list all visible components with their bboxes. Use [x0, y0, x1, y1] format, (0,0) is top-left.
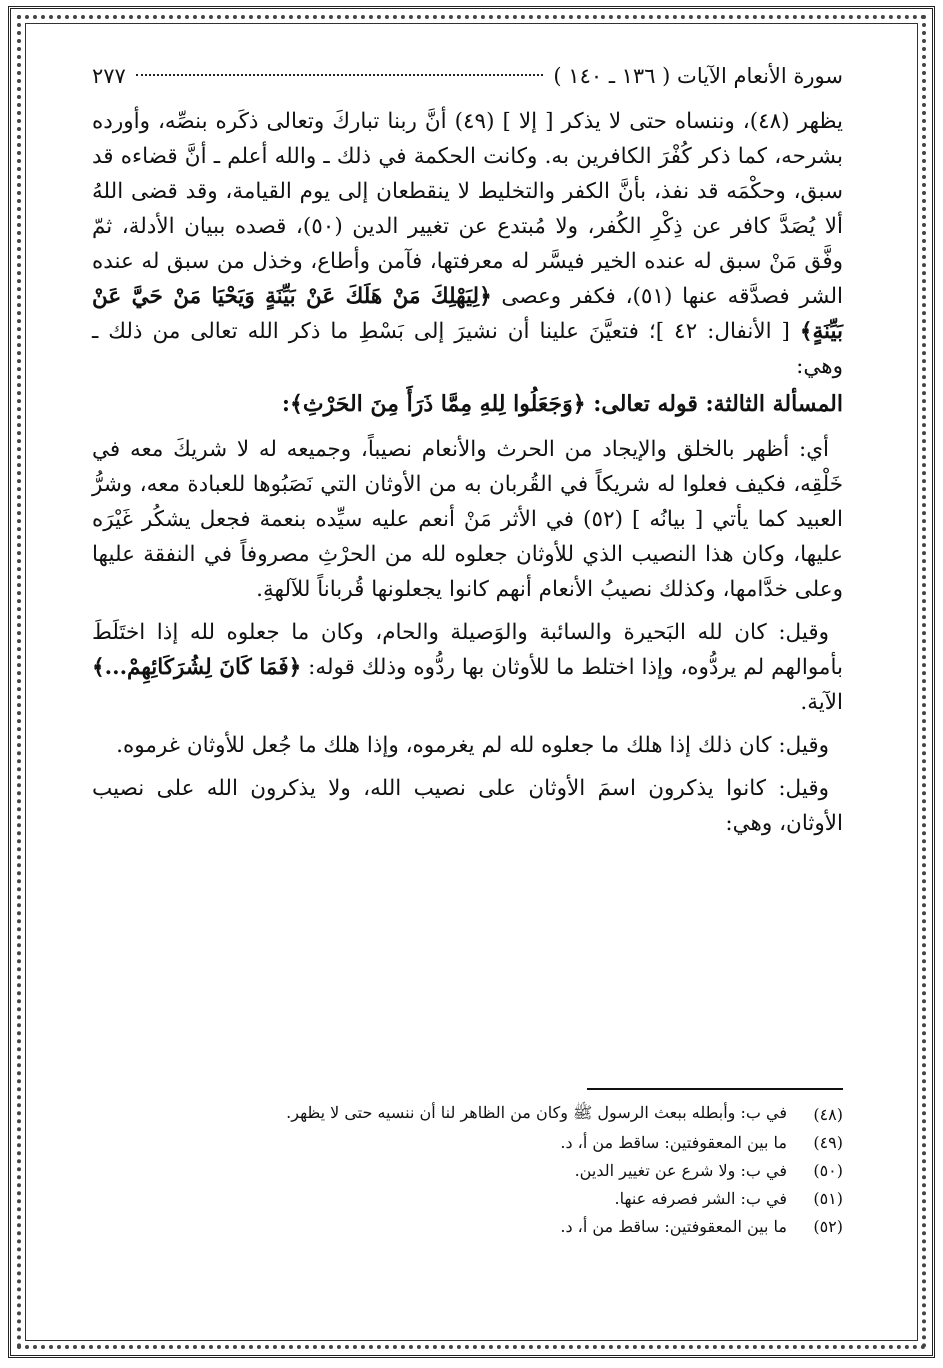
paragraph-3 — [92, 615, 843, 720]
page-header — [92, 56, 843, 96]
footnote — [92, 1156, 843, 1184]
page-content — [92, 56, 843, 1278]
paragraph-1-tail: [ الأنفال: ٤٢ ]؛ فتعيَّنَ علينا أن نشيرَ إلى بَسْطِ ما ذكر الله تعالى من ذلك ـ وهي: — [92, 319, 843, 379]
paragraph-3-text: وقيل: كان لله البَحيرة والسائبة والوَصيلة والحام، وكان ما جعلوه لله إذا اختَلَطَ بأموالهم لم يردُّوه، وإذا اختلط ما للأوثان بها ردُّوه وذلك قوله: — [92, 620, 843, 680]
footnote-text: ما بين المعقوفتين: ساقط من أ، د. — [560, 1216, 787, 1236]
paragraph-1-text: يظهر (٤٨)، وننساه حتى لا يذكر [ إلا ] (٤٩) أنَّ ربنا تباركَ وتعالى ذكَره بنصِّه، وأورده بشرحه، كما ذكر كُفْرَ الكافرين به. وكانت الحكمة في ذلك ـ والله أعلم ـ أنَّ قضاءه قد سبق، وحكْمَه قد نفذ، بأنَّ الكفر والتخليط لا ينقطعان إلى يوم القيامة، وقد قضى اللهُ ألا يُصَدَّ كافر عن ذِكْرِ الكُفر، ولا مُبتدع عن تغيير الدين (٥٠)، قصده ببيان الأدلة، ثمّ وفَّق مَنْ سبق له عنده الخير فيسَّر له معرفتها، فآمن وأطاع، وخذل من سبق له عنده الشر فصدَّقه عنها (٥١)، فكفر وعصى — [92, 109, 843, 309]
footnote-number: (٤٩) — [813, 1132, 843, 1152]
section-heading-label: المسألة الثالثة: قوله تعالى: — [585, 391, 843, 417]
footnote-text: في ب: الشر فصرفه عنها. — [614, 1188, 787, 1208]
footnote-number: (٤٨) — [813, 1104, 843, 1124]
quran-verse-shurakaihim: ﴿فَمَا كَانَ لِشُرَكَائِهِمْ...﴾ — [92, 655, 302, 680]
footnotes — [92, 1100, 843, 1240]
quran-verse-anfal: ﴿لِيَهْلِكَ مَنْ هَلَكَ عَنْ بَيِّنَةٍ وَيَحْيَا مَنْ حَيَّ عَنْ بَيِّنَةٍ﴾ — [92, 284, 843, 344]
page-number: ٢٧٧ — [92, 64, 126, 88]
paragraph-1 — [92, 104, 843, 384]
header-dots-leader — [136, 73, 544, 76]
footnote-number: (٥٢) — [813, 1216, 843, 1236]
footnote — [92, 1128, 843, 1156]
running-title: سورة الأنعام الآيات ( ١٣٦ ـ ١٤٠ ) — [553, 64, 843, 88]
section-heading-colon: : — [281, 391, 290, 417]
footnote-number: (٥١) — [813, 1188, 843, 1208]
footnote-text: في ب: ولا شرع عن تغيير الدين. — [574, 1160, 787, 1180]
footnote-text: في ب: وأبطله ببعث الرسول ﷺ وكان من الظاهر لنا أن ننسيه حتى لا يظهر. — [286, 1102, 787, 1122]
footnote-text: ما بين المعقوفتين: ساقط من أ، د. — [560, 1132, 787, 1152]
paragraph-5: وقيل: كانوا يذكرون اسمَ الأوثان على نصيب الله، ولا يذكرون الله على نصيب الأوثان، وهي: — [92, 776, 843, 836]
footnote-number: (٥٠) — [813, 1160, 843, 1180]
footnote — [92, 1100, 843, 1128]
footnote — [92, 1212, 843, 1240]
paragraph-3-tail: الآية. — [800, 690, 843, 715]
section-heading — [92, 386, 843, 422]
footnote — [92, 1184, 843, 1212]
paragraph-2: أي: أظهر بالخلق والإيجاد من الحرث والأنعام نصيباً، وجميعه له لا شريكَ معه في خَلْقِه، فكيف فعلوا له شريكاً في القُربان به من الأوثان التي نَصَبُوها للعبادة معه، وشرُّ العبيد كما يأتي [ بيانُه ] (٥٢) في الأثر مَنْ أنعم عليه سيِّده بنعمة فجعل يشكُر غَيْرَه عليها، وكان هذا النصيب الذي للأوثان جعلوه لله من الحرْثِ مصروفاً في النفقة عليها وعلى خدَّامها، وكذلك نصيبُ الأنعام أنهم كانوا يجعلونها قُرباناً للآلهةِ. — [92, 437, 843, 602]
section-heading-quran: ﴿وَجَعَلُوا لِلهِ مِمَّا ذَرَأَ مِنَ الحَرْثِ﴾ — [290, 391, 586, 417]
footnote-separator — [587, 1088, 843, 1090]
paragraph-4: وقيل: كان ذلك إذا هلك ما جعلوه لله لم يغرموه، وإذا هلك ما جُعل للأوثان غرموه. — [116, 733, 829, 758]
